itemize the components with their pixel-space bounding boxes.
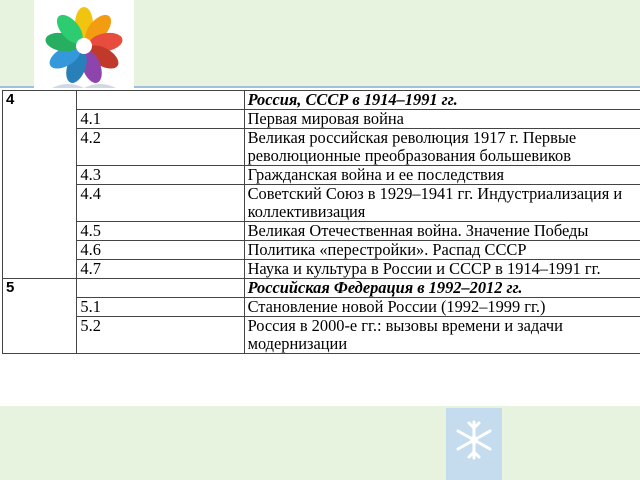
section-title: Российская Федерация в 1992–2012 гг.: [244, 279, 640, 298]
section-title: Россия, СССР в 1914–1991 гг.: [244, 91, 640, 110]
item-number: [77, 279, 244, 298]
table-row: [3, 260, 640, 279]
item-title: Великая российская революция 1917 г. Первые революционные преобразования большевиков: [244, 129, 640, 166]
item-title: Гражданская война и ее последствия: [244, 166, 640, 185]
item-title: Становление новой России (1992–1999 гг.): [244, 298, 640, 317]
table-row: [3, 222, 640, 241]
document-page: [0, 88, 640, 406]
item-title: Политика «перестройки». Распад СССР: [244, 241, 640, 260]
section-number: 5: [3, 279, 77, 354]
item-title: Наука и культура в России и СССР в 1914–1991 гг.: [244, 260, 640, 279]
item-number: [77, 91, 244, 110]
item-number: 5.1: [77, 298, 244, 317]
section-heading-row: [3, 279, 640, 298]
item-number: 4.6: [77, 241, 244, 260]
item-title: Советский Союз в 1929–1941 гг. Индустриализация и коллективизация: [244, 185, 640, 222]
item-title: Великая Отечественная война. Значение Победы: [244, 222, 640, 241]
table-row: [3, 317, 640, 354]
item-number: 4.3: [77, 166, 244, 185]
table-row: [3, 166, 640, 185]
item-number: 4.1: [77, 110, 244, 129]
history-plan-table: [2, 90, 640, 354]
item-title: Первая мировая война: [244, 110, 640, 129]
table-row: [3, 185, 640, 222]
section-heading-row: [3, 91, 640, 110]
table-row: [3, 298, 640, 317]
snowflake-icon: [450, 416, 498, 464]
table-row: [3, 129, 640, 166]
item-number: 4.4: [77, 185, 244, 222]
section-number: 4: [3, 91, 77, 279]
table-row: [3, 241, 640, 260]
bottom-band: [0, 406, 640, 480]
item-number: 5.2: [77, 317, 244, 354]
table-row: [3, 110, 640, 129]
item-number: 4.7: [77, 260, 244, 279]
item-number: 4.2: [77, 129, 244, 166]
item-title: Россия в 2000-е гг.: вызовы времени и задачи модернизации: [244, 317, 640, 354]
corner-badge: [446, 408, 502, 480]
item-number: 4.5: [77, 222, 244, 241]
